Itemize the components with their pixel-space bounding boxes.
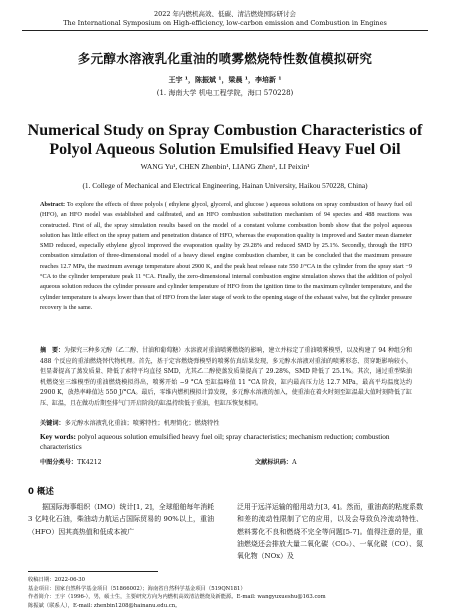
affiliation-cn: (1. 海南大学 机电工程学院，海口 570228) [156, 89, 294, 97]
running-header-en: The International Symposium on High-efficiency, low-carbon emission and Combustion in Engines [63, 19, 387, 27]
body-text-left-column: 据国际海事组织（IMO）统计[1, 2]，全球船舶每年消耗 3 亿吨化石油，柴油动力航运占国际贸易的 90%以上，重油（HFO）因其高热值和低成本被广 [28, 503, 214, 536]
footnote-received-date: 收稿日期：2022-06-30 [28, 577, 86, 583]
paper-title-en-line2: Polyol Aqueous Solution Emulsified Heavy Fuel Oil [49, 141, 401, 158]
footnotes [28, 576, 428, 610]
footnote-corresponding-author: 陈振斌（联系人），E-mail: zhenbin1208@hainanu.edu.cn。 [28, 602, 181, 609]
footnote-divider [28, 571, 158, 572]
document-code [255, 457, 297, 466]
clc-value: TK4212 [77, 459, 102, 466]
header-divider [22, 30, 428, 31]
keywords-en-label: Key words: [40, 432, 76, 441]
abstract-en-label: Abstract: [40, 201, 66, 208]
doc-code-label: 文献标识码： [255, 459, 293, 466]
abstract-cn-label: 摘 要： [40, 347, 65, 354]
keywords-cn-text: 多元醇水溶液乳化重油；喷雾特性；机理简化；燃烧特性 [64, 420, 220, 427]
keywords-cn-label: 关键词： [40, 420, 65, 427]
authors-en: WANG Yu¹, CHEN Zhenbin¹, LIANG Zhen¹, LI Peixin¹ [140, 162, 310, 171]
authors-cn: 王宇 ¹，陈振斌 ¹，梁晨 ¹，李培新 ¹ [168, 75, 282, 84]
abstract-cn [40, 346, 412, 409]
classification-number [40, 457, 102, 466]
footnote-funding: 基金项目：国家自然科学基金项目（51866002）；海南省自然科学基金项目（519QN181） [28, 585, 246, 592]
affiliation-en: (1. College of Mechanical and Electrical Engineering, Hainan University, Haikou 570228, China) [82, 181, 368, 190]
doc-code-value: A [292, 459, 297, 466]
paper-title-en [0, 121, 450, 159]
abstract-en-text: To explore the effects of three polyols ( ethylene glycol, glycerol, and glucose ) aqueous solutions on spray combustion of heavy fuel oil (HFO), an HFO model was established and calibrated, and an HFO combustion substitution mechanism of 94 species and 488 reactions was constructed. First of all, the spray simulation results based on the model of a constant volume combustion bomb show that the polyol aqueous solution has little effect on the spray pattern and penetration distance of HFO, whereas the evaporation quality is improved and Sauter mean diameter SMD reduced, especially ethylene glycol improved the evaporation quality by 29.28% and reduced SMD by 25.1%. Secondly, through the HFO combustion simulation of three-dimensional model of a heavy diesel engine combustion chamber, it can be concluded that the maximum pressure reaches 12.7 MPa, the maximum average temperature about 2900 K, and the peak heat release rate 550 J/°CA in the cylinder from the spray start −9 °CA to the cylinder temperature peak 11 °CA. Finally, the zero-dimensional internal combustion engine simulation shows that the addition of polyol aqueous solution reduces the cylinder pressure and cylinder temperature of HFO from the ignition time to the maximum cylinder temperature, and the cylinder temperature is always lower than that of HFO from the later stage of work to the opening stage of the exhaust valve, but the cylinder pressure recovery is the same. [40, 201, 412, 311]
paper-title-en-line1: Numerical Study on Spray Combustion Characteristics of [27, 122, 423, 139]
footnote-author-bio: 作者简介：王宇（1996-），男，硕士生，主要研究方向为内燃机高效清洁燃烧及新能源。E-mail: wangyuxueshu@163.com [28, 594, 326, 601]
body-text-right-column: 泛用于远洋运输的船用动力[3, 4]。然而，重油高的粘度系数和差的流动性限制了它的应用，以及会导致负冷流动特性、燃料雾化不良和燃烧不完全等问题[5-7]。值得注意的是，重油燃烧还会排放大量二氧化碳（CO₂）、一氧化碳（CO）、氮氧化物（NOx）及 [237, 503, 423, 561]
clc-label: 中图分类号： [40, 459, 78, 466]
running-header-cn: 2022 年内燃机高效、低碳、清洁燃烧国际研讨会 [153, 10, 297, 18]
section-heading: 0 概述 [28, 487, 54, 497]
abstract-cn-text: 为探究三种多元醇（乙二醇、甘油和葡萄糖）水溶液对重油喷雾燃烧的影响，建立并标定了重油喷雾模型，以及构建了 94 种组分和 488 个反应的重油燃烧替代物机理。首先，基于定容燃烧弹模型的喷雾仿真结果发现，多元醇水溶液对重油的喷雾形态、贯穿距影响较小，但显著提高了蒸发质量、降低了索特平均直径 SMD，尤其乙二醇使蒸发质量提高了 29.28%，SMD 降低了 25.1%。其次，通过重型柴油机燃烧室三维模型的重油燃烧模拟得出，喷雾开始 −9 °CA 至缸温峰值 11 °CA 阶段，缸内最高压力达 12.7 MPa，最高平均温度达约 2900 K，放热率峰值达 550 J/°CA。最后，零维内燃机模拟计算发现，多元醇水溶液的加入，使重油在着火时刻至缸温最大值时刻降低了缸压、缸温，且在做功后期至排气门开启阶段的缸温持续低于重油，但缸压恢复相同。 [40, 347, 412, 407]
paper-title-cn: 多元醇水溶液乳化重油的喷雾燃烧特性数值模拟研究 [77, 51, 373, 66]
keywords-cn [40, 419, 412, 428]
keywords-en-text: polyol aqueous solution emulsified heavy fuel oil; spray characteristics; mechanism reduction; combustion characteristics [40, 432, 390, 451]
keywords-en [40, 432, 412, 452]
abstract-en [40, 200, 412, 313]
